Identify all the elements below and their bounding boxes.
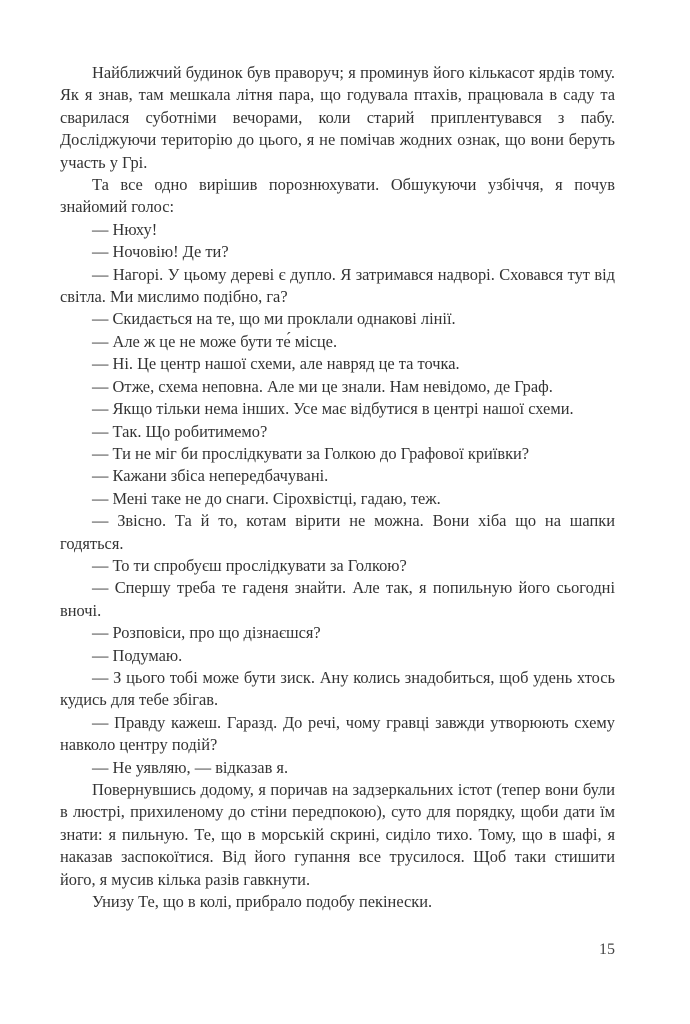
dialogue-line: — Ти не міг би прослідкувати за Голкою до Графової криївки? — [92, 443, 530, 463]
paragraph: Унизу Те, що в колі, прибрало подобу пекінески. — [92, 892, 433, 912]
body-text — [60, 62, 615, 913]
dialogue-line: — Подумаю. — [92, 645, 183, 665]
dialogue-line: — Нюху! — [92, 219, 158, 239]
dialogue-line: — Скидається на те, що ми проклали однакові лінії. — [92, 309, 456, 329]
paragraph: Найближчий будинок був праворуч; я проминув його кількасот ярдів тому. Як я знав, там мешкала літня пара, що годувала птахів, працювала в саду та сварилася суботніми вечорами, коли старий приплентувався з пабу. Досліджуючи територію до цього, я не помічав жодних ознак, що вони беруть участь у Грі. — [60, 63, 615, 172]
dialogue-line: — Ночовію! Де ти? — [92, 242, 229, 262]
dialogue-line: — Ні. Це центр нашої схеми, але навряд це та точка. — [92, 354, 460, 374]
dialogue-line: — Якщо тільки нема інших. Усе має відбутися в центрі нашої схеми. — [92, 399, 574, 419]
dialogue-line: — З цього тобі може бути зиск. Ану колись знадобиться, щоб удень хтось кудись для тебе збігав. — [60, 667, 615, 710]
dialogue-line: — Нагорі. У цьому дереві є дупло. Я затримався надворі. Сховався тут від світла. Ми мислимо подібно, га? — [60, 264, 615, 307]
paragraph: Та все одно вирішив порознюхувати. Обшукуючи узбіччя, я почув знайомий голос: — [60, 175, 615, 217]
dialogue-line: — Правду кажеш. Гаразд. До речі, чому гравці завжди утворюють схему навколо центру подій? — [60, 712, 615, 755]
dialogue-line: — Отже, схема неповна. Але ми це знали. Нам невідомо, де Граф. — [92, 376, 553, 396]
dialogue-line: — Кажани збіса непередбачувані. — [92, 466, 329, 486]
dialogue-line: — Розповіси, про що дізнаєшся? — [92, 623, 321, 643]
dialogue-line: — Мені таке не до снаги. Сірохвістці, гадаю, теж. — [92, 488, 441, 508]
dialogue-line: — Звісно. Та й то, котам вірити не можна. Вони хіба що на шапки годяться. — [60, 511, 615, 553]
dialogue-line: — Так. Що робитимемо? — [92, 421, 268, 441]
dialogue-line: — Не уявляю, — відказав я. — [92, 757, 289, 777]
paragraph: Повернувшись додому, я поричав на задзеркальних істот (тепер вони були в люстрі, прихиленому до стіни передпокою), суто для порядку, щоби дати їм знати: я пильную. Те, що в морській скрині, сиділо тихо. Тому, що в шафі, я наказав заспокоїтися. Від його гупання все трусилося. Щоб таки стишити його, я мусив кілька разів гавкнути. — [60, 780, 615, 889]
dialogue-line: — Але ж це не може бути те́ місце. — [92, 331, 338, 351]
dialogue-line: — То ти спробуєш прослідкувати за Голкою? — [92, 555, 407, 575]
page-number: 15 — [599, 941, 615, 958]
dialogue-line: — Спершу треба те гаденя знайти. Але так, я попильную його сьогодні вночі. — [60, 578, 615, 620]
